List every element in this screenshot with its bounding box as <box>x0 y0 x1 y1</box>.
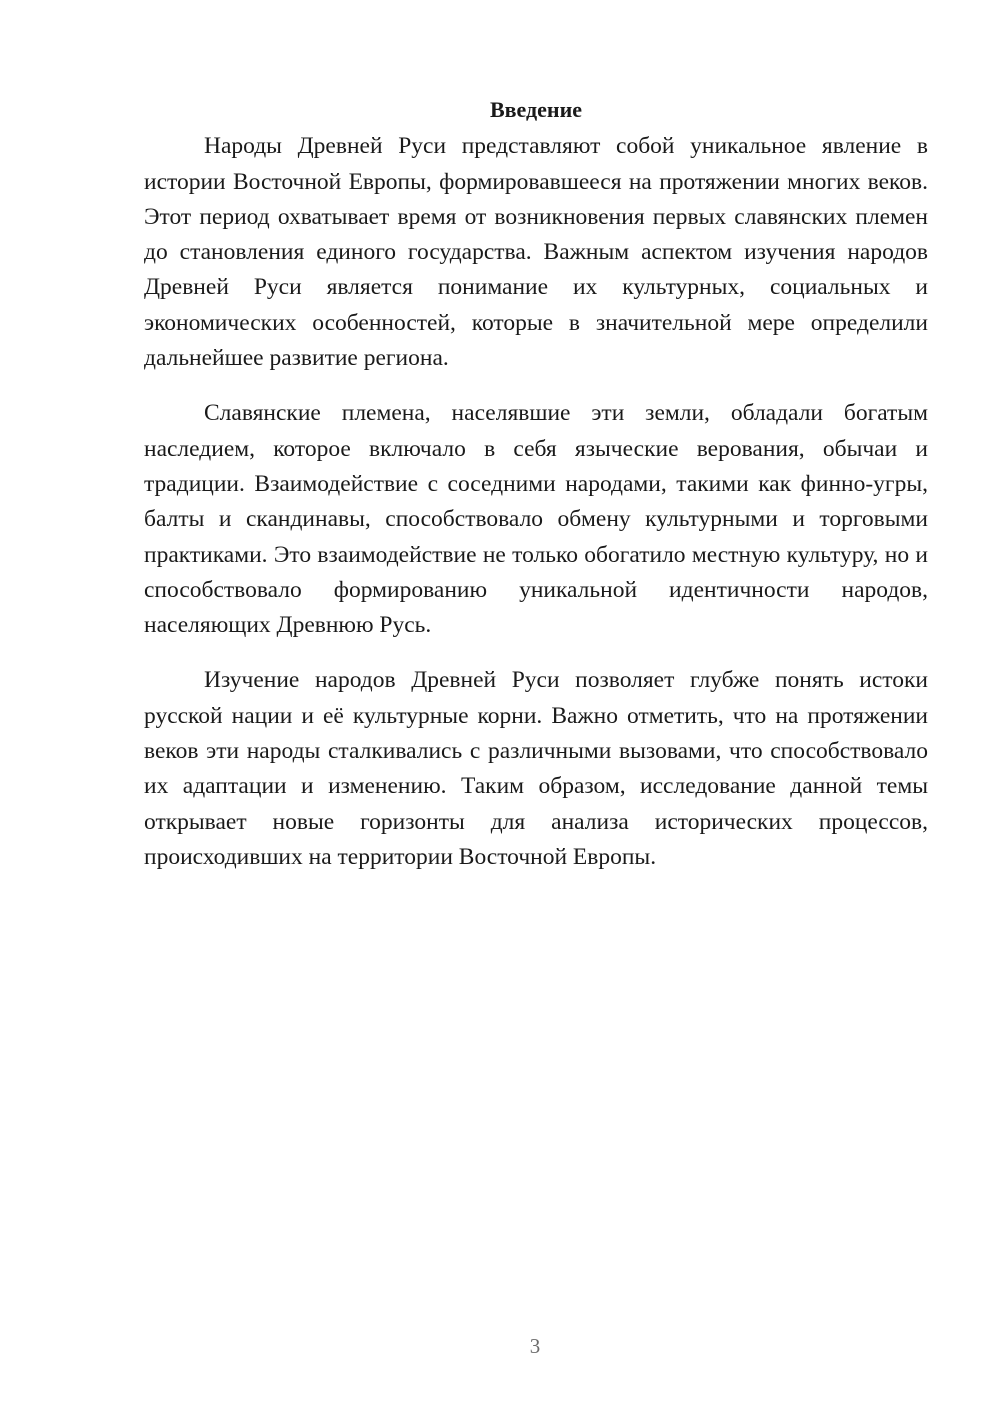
paragraph: Славянские племена, населявшие эти земли, обладали богатым наследием, которое включало в себя языческие верования, обычаи и традиции. Взаимодействие с соседними народами, такими как финно-угры, балты и скандинавы, способствовало обмену культурными и торговыми практиками. Это взаимодействие не только обогатило местную культуру, но и способствовало формированию уникальной идентичности народов, населяющих Древнюю Русь. <box>144 400 928 639</box>
section-heading: Введение <box>489 97 583 122</box>
paragraph: Изучение народов Древней Руси позволяет глубже понять истоки русской нации и её культурные корни. Важно отметить, что на протяжении веков эти народы сталкивались с различными вызовами, что способствовало их адаптации и изменению. Таким образом, исследование данной темы открывает новые горизонты для анализа исторических процессов, происходивших на территории Восточной Европы. <box>144 667 928 870</box>
paragraph: Народы Древней Руси представляют собой уникальное явление в истории Восточной Европы, формировавшееся на протяжении многих веков. Этот период охватывает время от возникновения первых славянских племен до становления единого государства. Важным аспектом изучения народов Древней Руси является понимание их культурных, социальных и экономических особенностей, которые в значительной мере определили дальнейшее развитие региона. <box>144 133 928 372</box>
page-content <box>144 92 928 895</box>
page-number: 3 <box>529 1334 541 1358</box>
